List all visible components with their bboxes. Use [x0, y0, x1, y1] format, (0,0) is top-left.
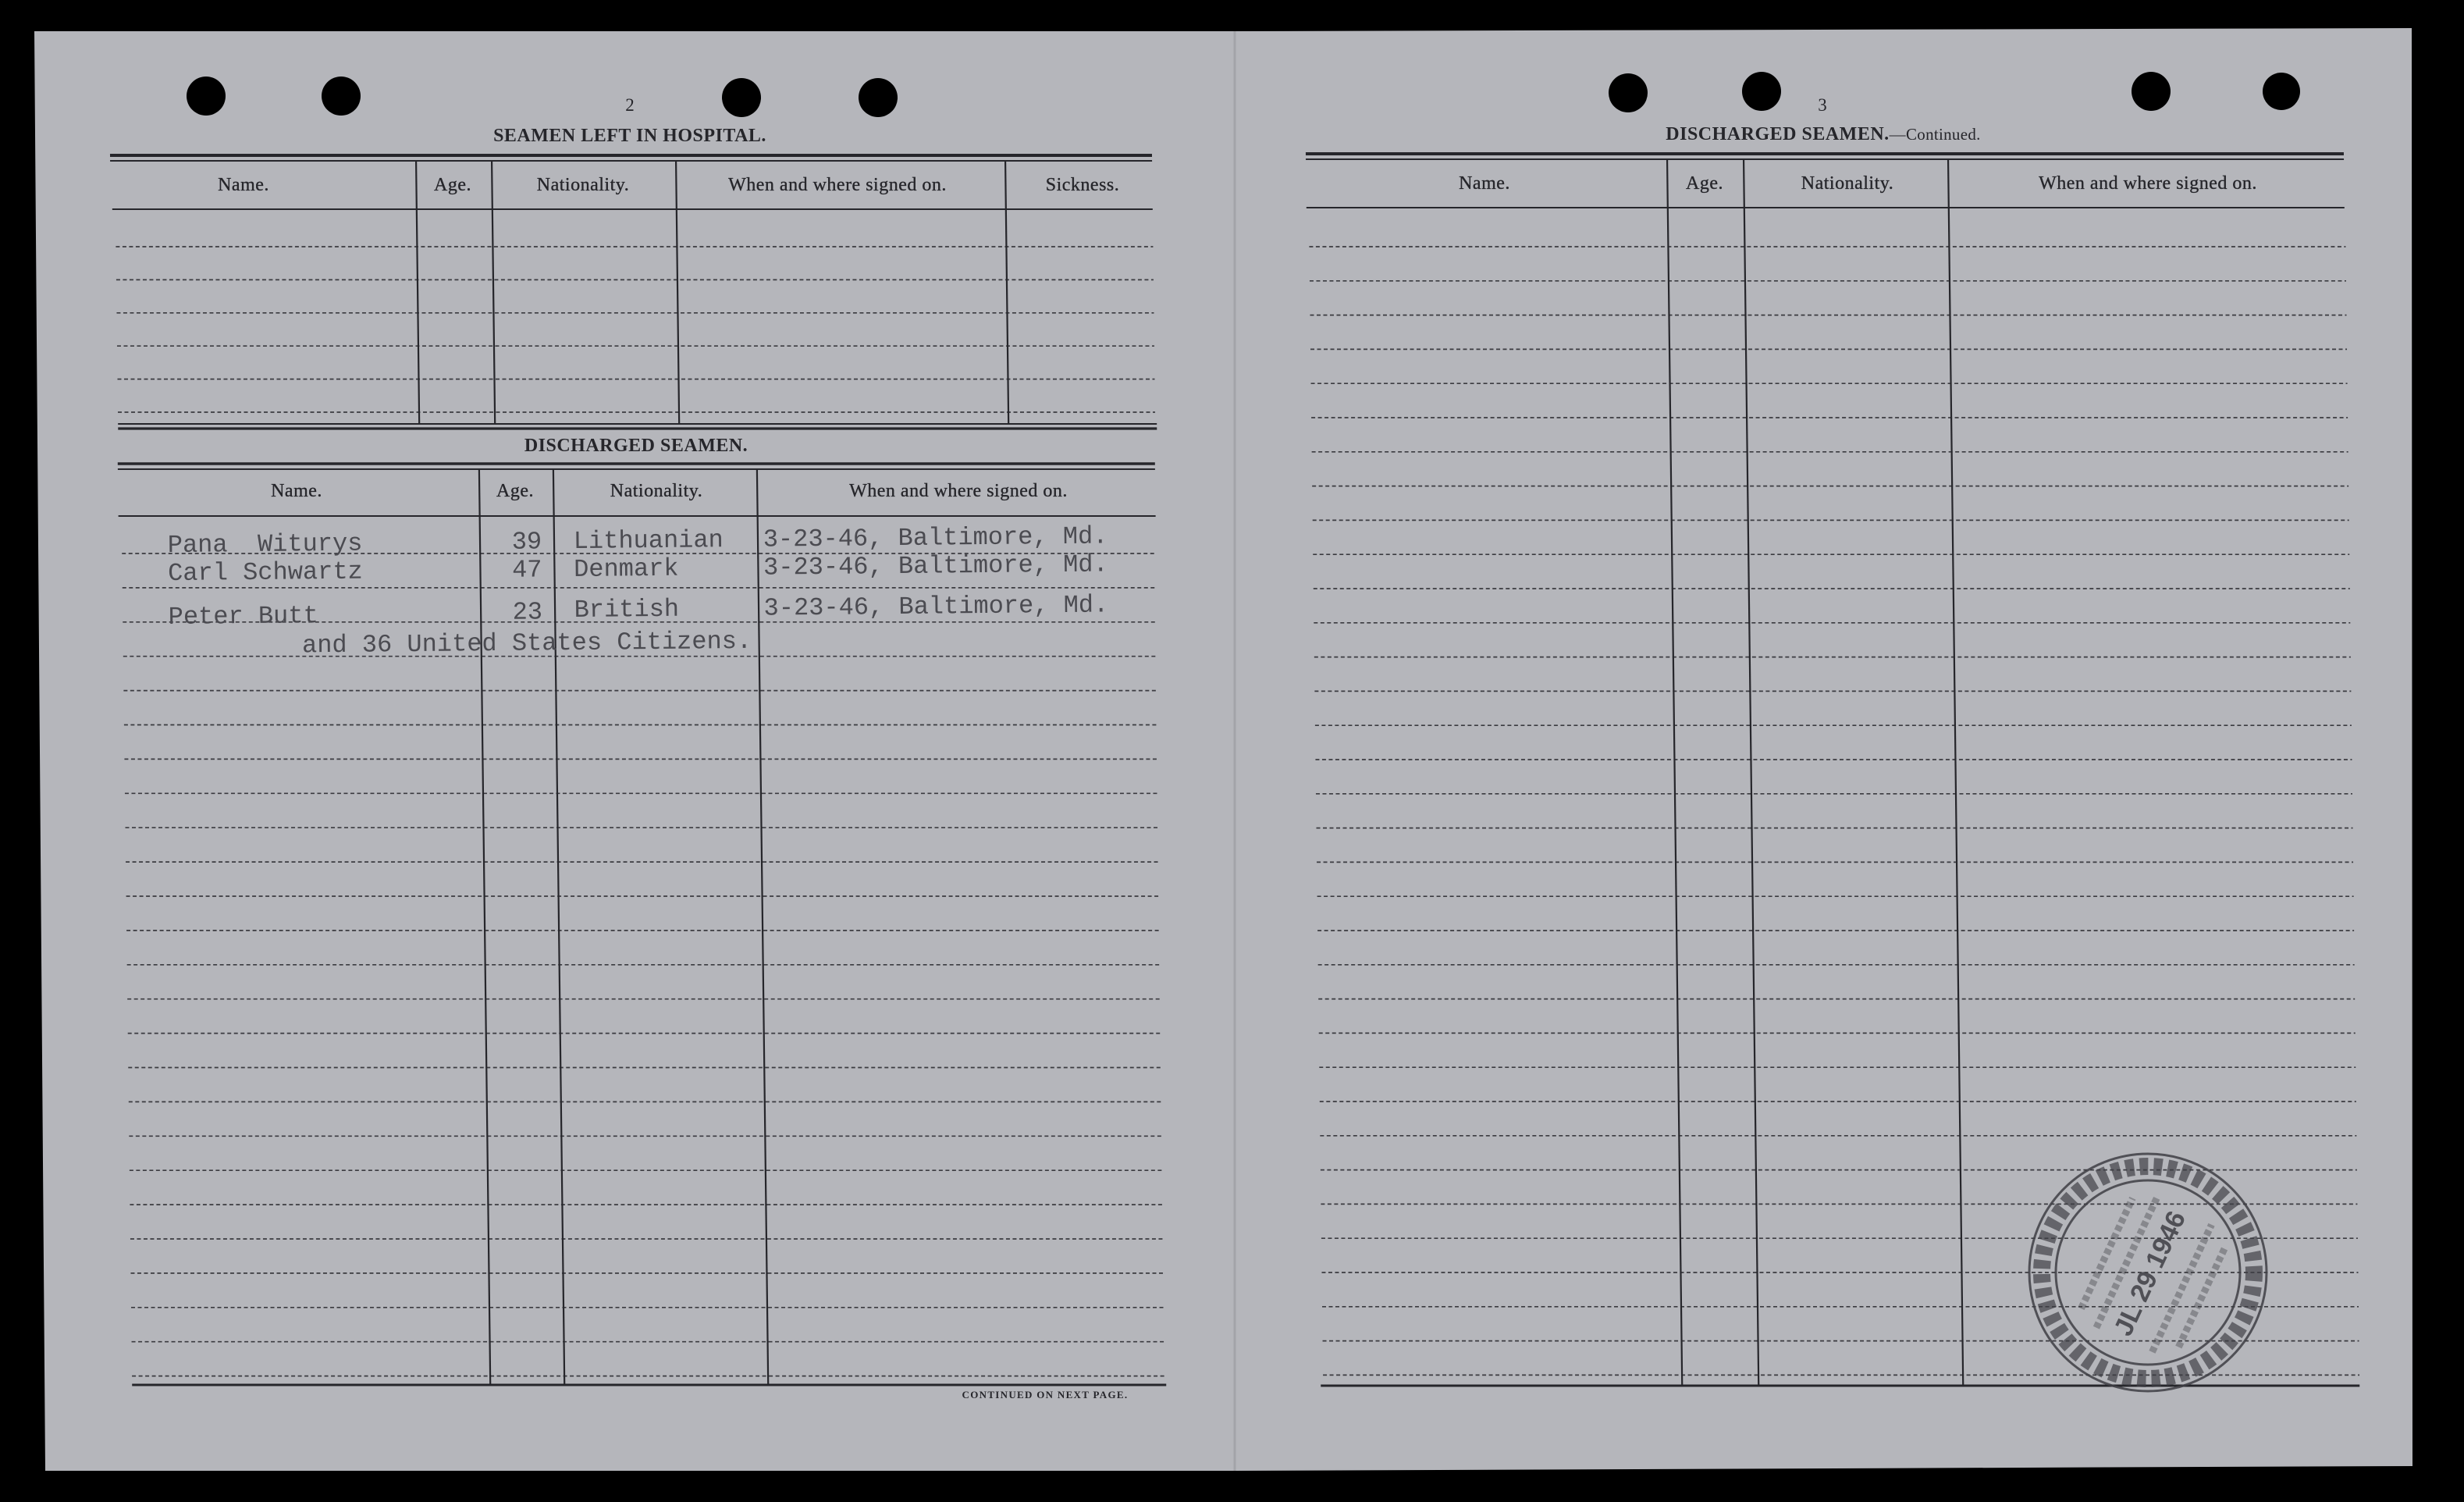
seaman-name: Pana Witurys — [167, 529, 363, 561]
column-header-signed-on: When and where signed on. — [2039, 173, 2257, 194]
stamp-date: JL 29 1946 — [2108, 1206, 2192, 1340]
column-header-sickness: Sickness. — [1045, 175, 1120, 195]
column-header-nationality: Nationality. — [536, 175, 630, 195]
punch-hole — [2132, 72, 2171, 111]
seaman-signed-on: 3-23-46, Baltimore, Md. — [763, 521, 1108, 554]
punch-hole — [2263, 73, 2300, 110]
column-header-age: Age. — [434, 175, 471, 195]
column-header-name: Name. — [271, 481, 322, 501]
continued-section-title — [1666, 124, 1980, 144]
column-header-age: Age. — [496, 481, 534, 501]
column-header-name: Name. — [218, 175, 269, 195]
punch-hole — [322, 77, 361, 116]
punch-hole — [1742, 72, 1781, 111]
paper-sheet — [34, 28, 2412, 1471]
page-number: 3 — [1818, 95, 1827, 115]
punch-hole — [187, 77, 226, 116]
hospital-section-title: SEAMEN LEFT IN HOSPITAL. — [493, 126, 766, 146]
column-header-nationality: Nationality. — [610, 481, 703, 501]
seaman-nationality: British — [574, 594, 680, 625]
continued-title-suffix: —Continued. — [1889, 125, 1981, 144]
page-number: 2 — [625, 95, 635, 115]
punch-hole — [722, 78, 761, 117]
seaman-age: 39 — [511, 527, 542, 557]
discharged-section-title: DISCHARGED SEAMEN. — [524, 436, 748, 456]
seaman-age: 47 — [511, 555, 542, 585]
column-header-age: Age. — [1686, 173, 1723, 194]
seaman-name: Carl Schwartz — [167, 557, 363, 588]
citizens-note: and 36 United States Citizens. — [301, 626, 752, 660]
continued-title-main: DISCHARGED SEAMEN. — [1666, 124, 1890, 144]
continued-footer: CONTINUED ON NEXT PAGE. — [962, 1389, 1129, 1401]
punch-hole — [1609, 73, 1648, 112]
seaman-nationality: Denmark — [573, 553, 679, 585]
seaman-name: Peter Butt — [168, 601, 318, 632]
column-header-name: Name. — [1459, 173, 1510, 194]
seaman-signed-on: 3-23-46, Baltimore, Md. — [763, 590, 1109, 623]
column-header-signed-on: When and where signed on. — [728, 175, 947, 195]
seaman-nationality: Lithuanian — [573, 525, 724, 557]
column-header-signed-on: When and where signed on. — [849, 481, 1068, 501]
seaman-age: 23 — [512, 597, 543, 627]
seaman-signed-on: 3-23-46, Baltimore, Md. — [763, 550, 1108, 582]
column-header-nationality: Nationality. — [1801, 173, 1894, 194]
punch-hole — [859, 78, 898, 117]
